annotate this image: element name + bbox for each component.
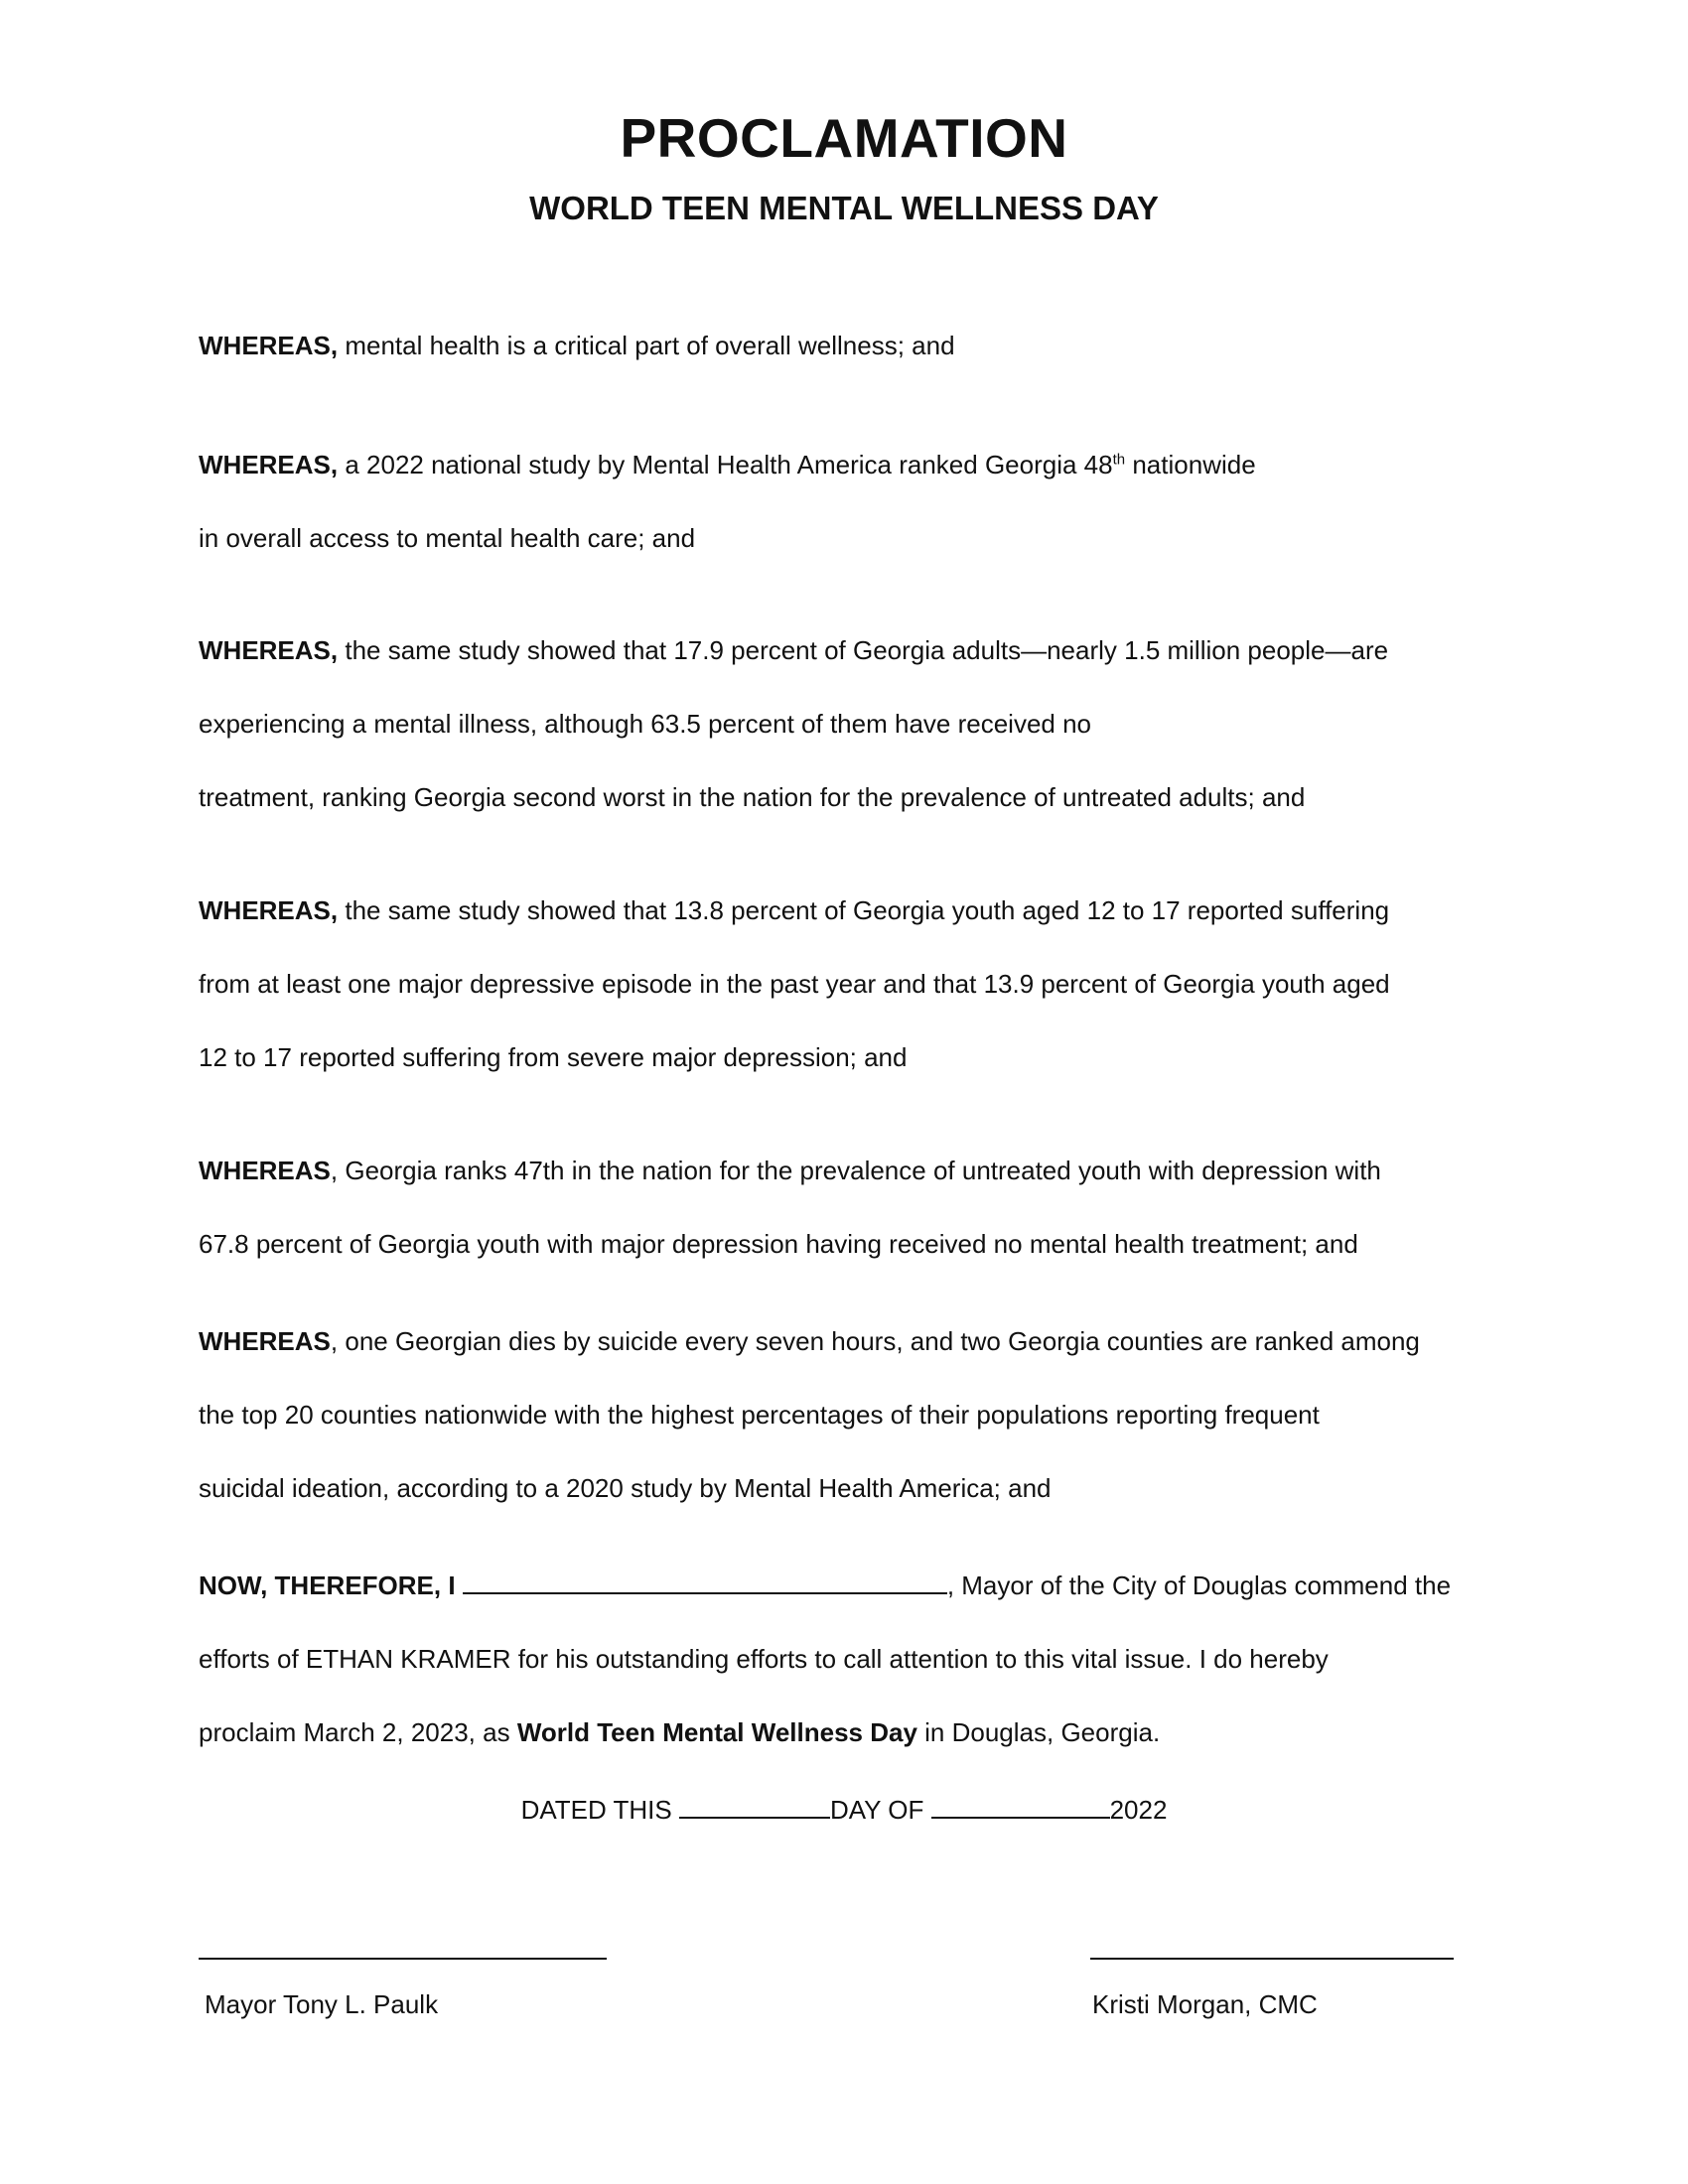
whereas-paragraph-6-line-2: the top 20 counties nationwide with the highest percentages of their populations reporting frequent [199,1400,1320,1430]
whereas-paragraph-5-line-1 [199,1153,1519,1188]
mayor-signature-name: Mayor Tony L. Paulk [205,1989,439,2019]
mayor-signature-line[interactable] [199,1958,607,1960]
whereas-label: WHEREAS, [199,331,339,360]
paragraph-text: nationwide [1125,450,1256,479]
whereas-paragraph-6-line-3: suicidal ideation, according to a 2020 study by Mental Health America; and [199,1473,1052,1503]
paragraph-text: the same study showed that 13.8 percent of Georgia youth aged 12 to 17 reported suffering [338,895,1390,925]
whereas-label: WHEREAS, [199,635,339,665]
paragraph-text: the same study showed that 17.9 percent of Georgia adults—nearly 1.5 million people—are [338,635,1389,665]
clerk-signature-line[interactable] [1090,1958,1454,1960]
whereas-label: WHEREAS [199,1156,331,1185]
whereas-label: WHEREAS, [199,895,339,925]
now-therefore-line-3 [199,1714,1519,1750]
dated-prefix: DATED THIS [520,1795,679,1825]
clerk-signature-name: Kristi Morgan, CMC [1092,1989,1318,2019]
dated-middle: DAY OF [829,1795,931,1825]
whereas-paragraph-4-line-2: from at least one major depressive episode in the past year and that 13.9 percent of Georgia youth aged [199,969,1390,999]
paragraph-text: a 2022 national study by Mental Health America ranked Georgia 48 [338,450,1113,479]
now-therefore-line-1 [199,1568,1519,1603]
paragraph-text: , Mayor of the City of Douglas commend the [946,1570,1452,1600]
document-title: PROCLAMATION [620,107,1068,169]
paragraph-text: , Georgia ranks 47th in the nation for the prevalence of untreated youth with depression with [330,1156,1381,1185]
whereas-paragraph-1 [199,328,1519,363]
whereas-paragraph-6-line-1 [199,1323,1519,1359]
whereas-paragraph-5-line-2: 67.8 percent of Georgia youth with major depression having received no mental health treatment; and [199,1229,1358,1259]
paragraph-text: in Douglas, Georgia. [916,1717,1161,1747]
observance-name: World Teen Mental Wellness Day [516,1717,917,1747]
whereas-paragraph-4-line-1 [199,892,1519,928]
paragraph-text: proclaim March 2, 2023, as [199,1717,517,1747]
paragraph-text: , one Georgian dies by suicide every seven hours, and two Georgia counties are ranked among [330,1326,1420,1356]
whereas-paragraph-3-line-3: treatment, ranking Georgia second worst in the nation for the prevalence of untreated adults; and [199,782,1306,812]
whereas-paragraph-2-line-1 [199,447,1519,482]
dated-line [0,1792,1688,1828]
whereas-paragraph-2-line-2: in overall access to mental health care; and [199,523,696,553]
document-subtitle: WORLD TEEN MENTAL WELLNESS DAY [529,190,1159,226]
dated-year: 2022 [1109,1795,1168,1825]
whereas-paragraph-3-line-1 [199,632,1519,668]
month-blank[interactable] [931,1793,1110,1819]
now-therefore-line-2: efforts of ETHAN KRAMER for his outstanding efforts to call attention to this vital issue. I do hereby [199,1644,1329,1674]
now-therefore-label: NOW, THEREFORE, I [199,1570,456,1600]
day-blank[interactable] [679,1793,830,1819]
paragraph-text: mental health is a critical part of overall wellness; and [338,331,955,360]
whereas-label: WHEREAS [199,1326,331,1356]
mayor-name-blank[interactable] [463,1569,947,1594]
whereas-paragraph-3-line-2: experiencing a mental illness, although 63.5 percent of them have received no [199,709,1092,739]
ordinal-suffix: th [1112,451,1126,469]
whereas-label: WHEREAS, [199,450,339,479]
whereas-paragraph-4-line-3: 12 to 17 reported suffering from severe major depression; and [199,1042,908,1072]
